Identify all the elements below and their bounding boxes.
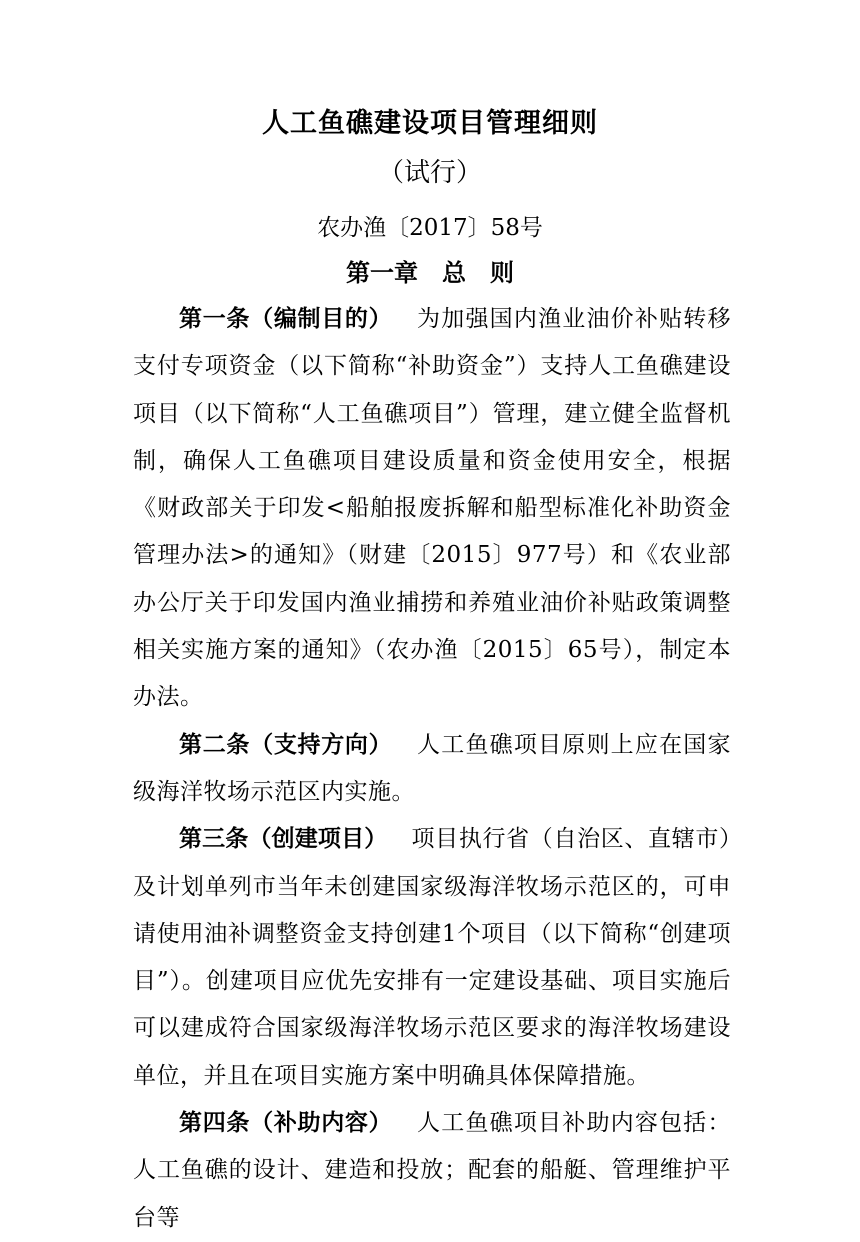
article-4 <box>133 1100 731 1242</box>
document-body <box>133 296 731 1242</box>
document-subtitle: （试行） <box>377 158 482 188</box>
document-number: 农办渔〔2017〕58号 <box>317 215 543 241</box>
article-heading: 第三条（创建项目） <box>179 826 388 853</box>
article-text: 项目执行省（自治区、直辖市）及计划单列市当年未创建国家级海洋牧场示范区的，可申请使用油补调整资金支持创建1个项目（以下简称“创建项目”）。创建项目应优先安排有一定建设基础、项目实施后可以建成符合国家级海洋牧场示范区要求的海洋牧场建设单位，并且在项目实施方案中明确具体保障措施。 <box>133 826 732 1089</box>
article-text: 人工鱼礁项目原则上应在国家级海洋牧场示范区内实施。 <box>133 731 732 805</box>
document-title: 人工鱼礁建设项目管理细则 <box>262 108 598 139</box>
article-2 <box>133 722 731 817</box>
chapter-heading: 第一章 总 则 <box>346 259 514 287</box>
article-1 <box>133 296 731 722</box>
article-text: 为加强国内渔业油价补贴转移支付专项资金（以下简称“补助资金”）支持人工鱼礁建设项目（以下简称“人工鱼礁项目”）管理，建立健全监督机制，确保人工鱼礁项目建设质量和资金使用安全，根据《财政部关于印发<船舶报废拆解和船型标准化补助资金管理办法>的通知》（财建〔2015〕977号）和《农业部办公厅关于印发国内渔业捕捞和养殖业油价补贴政策调整相关实施方案的通知》（农办渔〔2015〕65号），制定本办法。 <box>133 306 732 711</box>
article-3 <box>133 816 731 1100</box>
article-text: 人工鱼礁项目补助内容包括：人工鱼礁的设计、建造和投放；配套的船艇、管理维护平台等 <box>133 1110 732 1231</box>
article-heading: 第二条（支持方向） <box>179 731 393 758</box>
article-heading: 第四条（补助内容） <box>179 1110 393 1137</box>
article-heading: 第一条（编制目的） <box>179 306 393 332</box>
